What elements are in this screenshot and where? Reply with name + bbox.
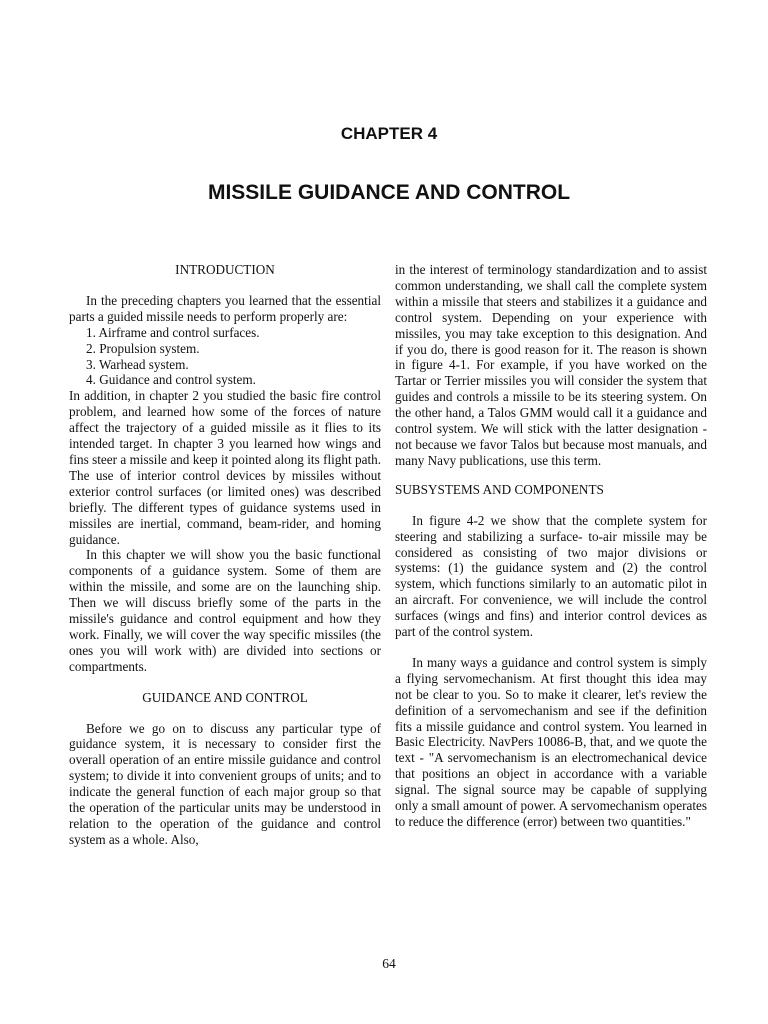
page-number: 64 xyxy=(382,956,396,971)
continued-paragraph: in the interest of terminology standardization and to assist common understanding, we shall call the complete system within a missile that steers and stabilizes it a guidance and control system. Depending on your experience with missiles, you may take exception to this designation. And if you do, there is good reason for it. The reason is shown in figure 4-1. For example, if you have worked on the Tartar or Terrier missiles you will consider the system that guides and controls a missile to be its steering system. On the other hand, a Talos GMM would call it a guidance and control system. We will stick with the latter designation - not because we favor Talos but because most manuals, and many Navy publications, use this term. xyxy=(395,262,707,468)
right-column xyxy=(395,262,707,830)
intro-paragraph-2: In addition, in chapter 2 you studied the basic fire control problem, and learned how some of the forces of nature affect the trajectory of a guided missile as it flies to its intended target. In chapter 3 you learned how wings and fins steer a missile and keep it pointed along its flight path. The use of interior control devices by missiles without exterior control surfaces (or limited ones) was described briefly. The different types of guidance systems used in missiles are inertial, command, beam-rider, and homing guidance. xyxy=(69,388,381,547)
list-item: 4. Guidance and control system. xyxy=(86,372,256,388)
intro-paragraph-1: In the preceding chapters you learned that the essential parts a guided missile needs to perform properly are: xyxy=(69,292,381,324)
chapter-label: CHAPTER 4 xyxy=(340,124,438,143)
guidance-control-heading: GUIDANCE AND CONTROL xyxy=(142,689,308,705)
chapter-title: MISSILE GUIDANCE AND CONTROL xyxy=(207,181,571,204)
guidance-control-paragraph: Before we go on to discuss any particular type of guidance system, it is necessary to consider first the overall operation of an entire missile guidance and control system; to divide it into convenient groups of units; and to indicate the general function of each major group so that the operation of the particular units may be understood in relation to the operation of the guidance and control system as a whole. Also, xyxy=(69,720,381,847)
subsystems-paragraph-2: In many ways a guidance and control system is simply a flying servomechanism. At first thought this idea may not be clear to you. So to make it clearer, let's review the definition of a servomechanism and see if the definition fits a missile guidance and control system. You learned in Basic Electricity. NavPers 10086-B, that, and we quote the text - "A servomechanism is an electromechanical device that positions an object in accordance with a variable signal. The signal source may be capable of supplying only a small amount of power. A servomechanism operates to reduce the difference (error) between two quantities." xyxy=(395,654,707,829)
introduction-heading: INTRODUCTION xyxy=(175,262,275,277)
list-item: 2. Propulsion system. xyxy=(86,340,200,356)
intro-paragraph-3: In this chapter we will show you the basic functional components of a guidance system. Some of them are within the missile, and some are on the launching ship. Then we will discuss briefly some of the parts in the missile's guidance and control equipment and how they work. Finally, we will cover the way specific missiles (the ones you will work with) are divided into sections or compartments. xyxy=(69,547,381,674)
list-item: 1. Airframe and control surfaces. xyxy=(86,324,260,340)
list-item: 3. Warhead system. xyxy=(86,356,189,372)
left-column xyxy=(69,262,381,848)
subsystems-heading: SUBSYSTEMS AND COMPONENTS xyxy=(395,481,604,497)
subsystems-paragraph-1: In figure 4-2 we show that the complete system for steering and stabilizing a surface- to-air missile may be considered as consisting of two major divisions or systems: (1) the guidance system and (2) the control system, which functions similarly to an automatic pilot in an aircraft. For convenience, we will include the control surfaces (wings and fins) and interior control devices as part of the control system. xyxy=(395,512,707,640)
